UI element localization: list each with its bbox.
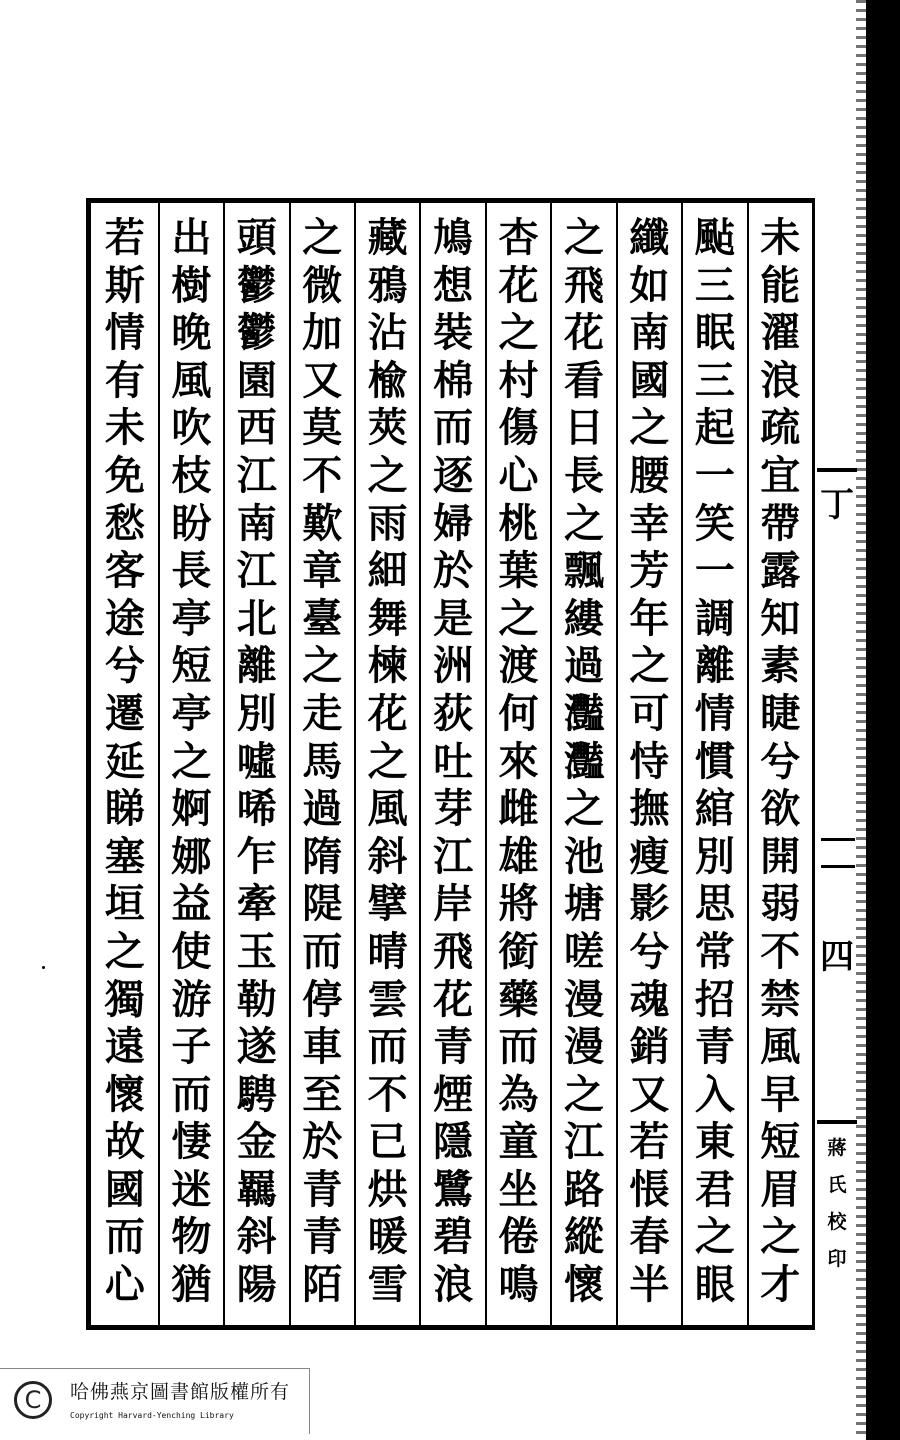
glyph: 使 <box>171 927 212 975</box>
glyph: 君 <box>694 1165 735 1213</box>
glyph: 藏 <box>367 214 408 261</box>
glyph: 陽 <box>236 1261 277 1309</box>
copyright-stamp <box>0 1368 310 1434</box>
glyph: 騁 <box>236 1070 277 1118</box>
glyph: 葉 <box>498 547 539 595</box>
glyph: 藥 <box>498 975 539 1023</box>
glyph: 若 <box>104 214 145 261</box>
glyph: 可 <box>629 689 670 737</box>
glyph: 乍 <box>236 832 277 880</box>
glyph: 免 <box>104 451 145 499</box>
copyright-text-en: Copyright Harvard-Yenching Library <box>70 1411 234 1420</box>
text-column <box>158 202 223 1326</box>
glyph: 帶 <box>760 499 801 547</box>
glyph: 撫 <box>629 785 670 833</box>
glyph: 陌 <box>302 1261 343 1309</box>
glyph: 綰 <box>694 785 735 833</box>
glyph: 心 <box>104 1261 145 1309</box>
glyph: 不 <box>302 451 343 499</box>
glyph: 羈 <box>236 1165 277 1213</box>
glyph: 亭 <box>171 689 212 737</box>
glyph: 入 <box>694 1070 735 1118</box>
glyph: 看 <box>563 356 604 404</box>
glyph: 腰 <box>629 451 670 499</box>
glyph: 飛 <box>433 927 474 975</box>
glyph: 鬱 <box>236 261 277 309</box>
glyph: 飛 <box>563 261 604 309</box>
glyph: 招 <box>694 975 735 1023</box>
glyph: 婦 <box>433 499 474 547</box>
banxin-margin <box>812 198 861 1330</box>
glyph: 路 <box>563 1165 604 1213</box>
glyph: 江 <box>563 1118 604 1166</box>
glyph: 牽 <box>236 880 277 928</box>
glyph: 於 <box>433 547 474 595</box>
glyph: 兮 <box>760 737 801 785</box>
glyph: 是 <box>433 594 474 642</box>
text-column <box>485 202 550 1326</box>
glyph: 何 <box>498 689 539 737</box>
glyph: 如 <box>629 261 670 309</box>
glyph: 莫 <box>302 404 343 452</box>
glyph: 村 <box>498 356 539 404</box>
glyph: 楡 <box>367 356 408 404</box>
glyph: 東 <box>694 1118 735 1166</box>
glyph: 飄 <box>563 547 604 595</box>
glyph: 煙 <box>433 1070 474 1118</box>
glyph: 情 <box>104 309 145 357</box>
fish-tail-top <box>817 198 857 472</box>
glyph: 猶 <box>171 1261 212 1309</box>
publisher-char: 蔣 <box>827 1137 847 1159</box>
glyph: 婀 <box>171 785 212 833</box>
glyph: 宜 <box>760 451 801 499</box>
glyph: 眼 <box>694 1261 735 1309</box>
glyph: 素 <box>760 642 801 690</box>
glyph: 浪 <box>433 1261 474 1309</box>
glyph: 吐 <box>433 737 474 785</box>
glyph: 風 <box>367 785 408 833</box>
glyph: 銜 <box>498 927 539 975</box>
glyph: 車 <box>302 1023 343 1071</box>
glyph: 隱 <box>433 1118 474 1166</box>
glyph: 未 <box>760 214 801 261</box>
glyph: 暖 <box>367 1213 408 1261</box>
glyph: 欲 <box>760 785 801 833</box>
glyph: 隄 <box>302 880 343 928</box>
glyph: 楝 <box>367 642 408 690</box>
glyph: 不 <box>760 927 801 975</box>
glyph: 漫 <box>563 1023 604 1071</box>
glyph: 恃 <box>629 737 670 785</box>
glyph: 唏 <box>236 785 277 833</box>
text-column <box>681 202 746 1326</box>
glyph: 物 <box>171 1213 212 1261</box>
glyph: 花 <box>367 689 408 737</box>
glyph: 棉 <box>433 356 474 404</box>
glyph: 加 <box>302 309 343 357</box>
glyph: 之 <box>302 642 343 690</box>
publisher-char: 印 <box>827 1248 847 1270</box>
text-columns <box>92 202 812 1326</box>
glyph: 遷 <box>104 689 145 737</box>
glyph: 疏 <box>760 404 801 452</box>
glyph: 離 <box>694 642 735 690</box>
glyph: 起 <box>694 404 735 452</box>
glyph: 幸 <box>629 499 670 547</box>
glyph: 之 <box>367 737 408 785</box>
glyph: 垣 <box>104 880 145 928</box>
glyph: 花 <box>498 261 539 309</box>
glyph: 鳩 <box>433 214 474 261</box>
glyph: 魂 <box>629 975 670 1023</box>
glyph: 能 <box>760 261 801 309</box>
glyph: 睫 <box>760 689 801 737</box>
glyph: 而 <box>302 927 343 975</box>
glyph: 雪 <box>367 1261 408 1309</box>
glyph: 睇 <box>104 785 145 833</box>
glyph: 之 <box>563 1070 604 1118</box>
glyph: 娜 <box>171 832 212 880</box>
glyph: 年 <box>629 594 670 642</box>
glyph: 斜 <box>367 832 408 880</box>
glyph: 鳴 <box>498 1261 539 1309</box>
copyright-icon: C <box>14 1381 52 1419</box>
glyph: 兮 <box>104 642 145 690</box>
glyph: 隋 <box>302 832 343 880</box>
glyph: 鬱 <box>236 309 277 357</box>
glyph: 客 <box>104 547 145 595</box>
glyph: 有 <box>104 356 145 404</box>
glyph: 才 <box>760 1261 801 1309</box>
glyph: 西 <box>236 404 277 452</box>
glyph: 縱 <box>563 1213 604 1261</box>
glyph: 又 <box>302 356 343 404</box>
glyph: 之 <box>171 737 212 785</box>
glyph: 南 <box>236 499 277 547</box>
glyph: 之 <box>629 404 670 452</box>
glyph: 春 <box>629 1213 670 1261</box>
glyph: 洲 <box>433 642 474 690</box>
fish-tail-bottom <box>817 1120 857 1124</box>
glyph: 芽 <box>433 785 474 833</box>
glyph: 烘 <box>367 1165 408 1213</box>
glyph: 莢 <box>367 404 408 452</box>
glyph: 桃 <box>498 499 539 547</box>
glyph: 之 <box>563 499 604 547</box>
glyph: 南 <box>629 309 670 357</box>
glyph: 瘦 <box>629 832 670 880</box>
text-column <box>223 202 288 1326</box>
glyph: 雄 <box>498 832 539 880</box>
glyph: 游 <box>171 975 212 1023</box>
glyph: 吹 <box>171 404 212 452</box>
glyph: 岸 <box>433 880 474 928</box>
glyph: 來 <box>498 737 539 785</box>
glyph: 國 <box>629 356 670 404</box>
glyph: 若 <box>629 1118 670 1166</box>
glyph: 離 <box>236 642 277 690</box>
glyph: 益 <box>171 880 212 928</box>
glyph: 子 <box>171 1023 212 1071</box>
glyph: 塞 <box>104 832 145 880</box>
glyph: 塘 <box>563 880 604 928</box>
glyph: 灩 <box>563 689 604 737</box>
glyph: 舞 <box>367 594 408 642</box>
glyph: 而 <box>367 1023 408 1071</box>
glyph: 至 <box>302 1070 343 1118</box>
glyph: 杏 <box>498 214 539 261</box>
glyph: 國 <box>104 1165 145 1213</box>
glyph: 遂 <box>236 1023 277 1071</box>
glyph: 途 <box>104 594 145 642</box>
glyph: 走 <box>302 689 343 737</box>
glyph: 颭 <box>694 214 735 261</box>
glyph: 悵 <box>629 1165 670 1213</box>
glyph: 渡 <box>498 642 539 690</box>
glyph: 碧 <box>433 1213 474 1261</box>
glyph: 之 <box>760 1213 801 1261</box>
glyph: 青 <box>302 1213 343 1261</box>
glyph: 一 <box>694 547 735 595</box>
glyph: 雨 <box>367 499 408 547</box>
glyph: 長 <box>563 451 604 499</box>
glyph: 過 <box>302 785 343 833</box>
glyph: 晚 <box>171 309 212 357</box>
glyph: 遠 <box>104 1023 145 1071</box>
scan-speck <box>42 966 45 969</box>
publisher-mark <box>815 1133 859 1271</box>
glyph: 禁 <box>760 975 801 1023</box>
glyph: 童 <box>498 1118 539 1166</box>
publisher-char: 氏 <box>827 1174 847 1196</box>
glyph: 而 <box>498 1023 539 1071</box>
glyph: 雌 <box>498 785 539 833</box>
glyph: 日 <box>563 404 604 452</box>
glyph: 坐 <box>498 1165 539 1213</box>
glyph: 故 <box>104 1118 145 1166</box>
glyph: 懷 <box>563 1261 604 1309</box>
glyph: 池 <box>563 832 604 880</box>
glyph: 情 <box>694 689 735 737</box>
glyph: 花 <box>563 309 604 357</box>
glyph: 弱 <box>760 880 801 928</box>
banxin-rule <box>821 838 855 868</box>
text-column <box>747 202 812 1326</box>
glyph: 之 <box>563 785 604 833</box>
glyph: 之 <box>563 214 604 261</box>
glyph: 不 <box>367 1070 408 1118</box>
glyph: 迷 <box>171 1165 212 1213</box>
glyph: 於 <box>302 1118 343 1166</box>
glyph: 頭 <box>236 214 277 261</box>
glyph: 章 <box>302 547 343 595</box>
glyph: 擘 <box>367 880 408 928</box>
glyph: 荻 <box>433 689 474 737</box>
glyph: 青 <box>302 1165 343 1213</box>
glyph: 短 <box>171 642 212 690</box>
glyph: 斯 <box>104 261 145 309</box>
glyph: 過 <box>563 642 604 690</box>
glyph: 別 <box>236 689 277 737</box>
glyph: 長 <box>171 547 212 595</box>
glyph: 風 <box>171 356 212 404</box>
glyph: 玉 <box>236 927 277 975</box>
glyph: 之 <box>104 927 145 975</box>
glyph: 開 <box>760 832 801 880</box>
glyph: 別 <box>694 832 735 880</box>
glyph: 鷺 <box>433 1165 474 1213</box>
glyph: 早 <box>760 1070 801 1118</box>
glyph: 嗟 <box>563 927 604 975</box>
text-column <box>289 202 354 1326</box>
glyph: 盼 <box>171 499 212 547</box>
glyph: 短 <box>760 1118 801 1166</box>
glyph: 未 <box>104 404 145 452</box>
text-column <box>550 202 615 1326</box>
glyph: 常 <box>694 927 735 975</box>
glyph: 北 <box>236 594 277 642</box>
glyph: 花 <box>433 975 474 1023</box>
glyph: 風 <box>760 1023 801 1071</box>
glyph: 獨 <box>104 975 145 1023</box>
glyph: 傷 <box>498 404 539 452</box>
glyph: 之 <box>367 451 408 499</box>
glyph: 三 <box>694 356 735 404</box>
glyph: 笑 <box>694 499 735 547</box>
glyph: 漫 <box>563 975 604 1023</box>
glyph: 青 <box>433 1023 474 1071</box>
glyph: 而 <box>171 1070 212 1118</box>
glyph: 臺 <box>302 594 343 642</box>
glyph: 而 <box>104 1213 145 1261</box>
glyph: 鴉 <box>367 261 408 309</box>
glyph: 縷 <box>563 594 604 642</box>
glyph: 半 <box>629 1261 670 1309</box>
glyph: 裝 <box>433 309 474 357</box>
glyph: 歎 <box>302 499 343 547</box>
glyph: 沾 <box>367 309 408 357</box>
glyph: 之 <box>498 594 539 642</box>
glyph: 眠 <box>694 309 735 357</box>
glyph: 愁 <box>104 499 145 547</box>
glyph: 慣 <box>694 737 735 785</box>
glyph: 亭 <box>171 594 212 642</box>
glyph: 金 <box>236 1118 277 1166</box>
glyph: 而 <box>433 404 474 452</box>
publisher-char: 校 <box>827 1211 847 1233</box>
volume-mark: 丁 <box>820 485 854 525</box>
glyph: 園 <box>236 356 277 404</box>
glyph: 浪 <box>760 356 801 404</box>
text-column <box>92 202 157 1326</box>
glyph: 銷 <box>629 1023 670 1071</box>
glyph: 一 <box>694 451 735 499</box>
glyph: 江 <box>236 451 277 499</box>
glyph: 纖 <box>629 214 670 261</box>
copyright-text-cn: 哈佛燕京圖書館版權所有 <box>70 1381 291 1403</box>
glyph: 江 <box>433 832 474 880</box>
glyph: 懷 <box>104 1070 145 1118</box>
glyph: 之 <box>498 309 539 357</box>
glyph: 出 <box>171 214 212 261</box>
glyph: 延 <box>104 737 145 785</box>
glyph: 逐 <box>433 451 474 499</box>
glyph: 噓 <box>236 737 277 785</box>
glyph: 微 <box>302 261 343 309</box>
glyph: 兮 <box>629 927 670 975</box>
glyph: 已 <box>367 1118 408 1166</box>
glyph: 為 <box>498 1070 539 1118</box>
glyph: 之 <box>694 1213 735 1261</box>
glyph: 之 <box>302 214 343 261</box>
glyph: 濯 <box>760 309 801 357</box>
glyph: 露 <box>760 547 801 595</box>
glyph: 江 <box>236 547 277 595</box>
glyph: 芳 <box>629 547 670 595</box>
glyph: 斜 <box>236 1213 277 1261</box>
glyph: 心 <box>498 451 539 499</box>
page-mark: 四 <box>820 937 854 977</box>
glyph: 將 <box>498 880 539 928</box>
glyph: 調 <box>694 594 735 642</box>
glyph: 停 <box>302 975 343 1023</box>
glyph: 樹 <box>171 261 212 309</box>
glyph: 馬 <box>302 737 343 785</box>
glyph: 想 <box>433 261 474 309</box>
text-column <box>419 202 484 1326</box>
glyph: 又 <box>629 1070 670 1118</box>
glyph: 悽 <box>171 1118 212 1166</box>
glyph: 細 <box>367 547 408 595</box>
glyph: 倦 <box>498 1213 539 1261</box>
glyph: 晴 <box>367 927 408 975</box>
glyph: 雲 <box>367 975 408 1023</box>
glyph: 三 <box>694 261 735 309</box>
text-column <box>354 202 419 1326</box>
glyph: 灩 <box>563 737 604 785</box>
glyph: 眉 <box>760 1165 801 1213</box>
text-column <box>616 202 681 1326</box>
binding-edge <box>866 0 900 1440</box>
glyph: 影 <box>629 880 670 928</box>
glyph: 知 <box>760 594 801 642</box>
glyph: 青 <box>694 1023 735 1071</box>
glyph: 枝 <box>171 451 212 499</box>
glyph: 思 <box>694 880 735 928</box>
glyph: 勒 <box>236 975 277 1023</box>
glyph: 之 <box>629 642 670 690</box>
